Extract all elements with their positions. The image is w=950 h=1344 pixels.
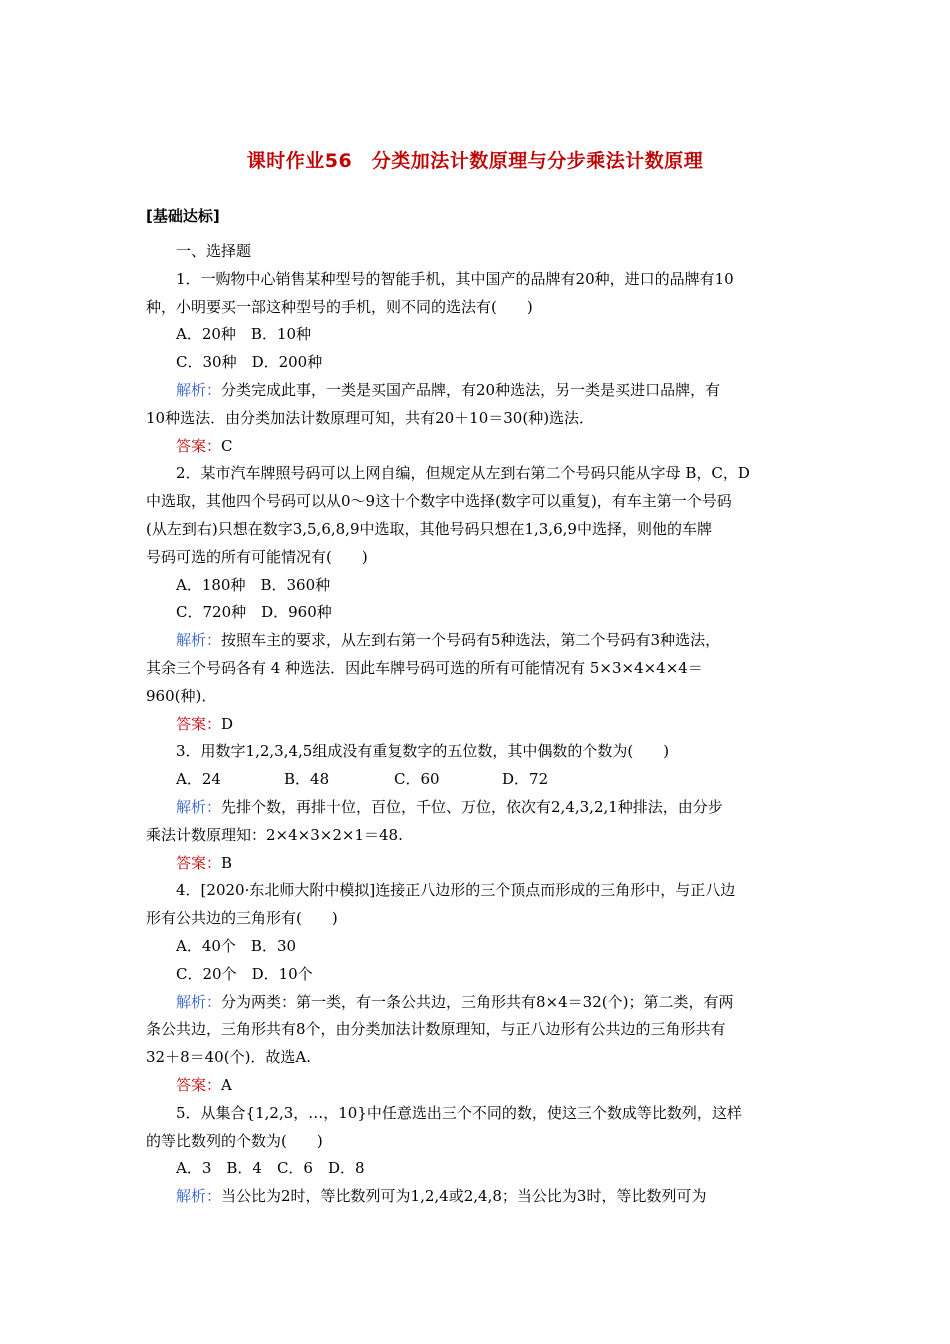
document-body bbox=[146, 238, 810, 1211]
question-3-options bbox=[146, 766, 810, 794]
question-4-options-ab: A．40个 B．30 bbox=[176, 936, 297, 955]
answer-label: 答案： bbox=[176, 853, 222, 872]
question-2-answer: 答案：D bbox=[176, 714, 234, 733]
question-4-analysis-line-2: 条公共边，三角形共有8个，由分类加法计数原理知，与正八边形有公共边的三角形共有 bbox=[146, 1020, 726, 1039]
question-5-options: A．3 B．4 C．6 D．8 bbox=[176, 1159, 365, 1178]
question-3-analysis-line-2: 乘法计数原理知：2×4×3×2×1＝48. bbox=[146, 825, 403, 844]
question-1-analysis-line-2: 10种选法．由分类加法计数原理可知，共有20＋10＝30(种)选法． bbox=[146, 408, 595, 427]
answer-label: 答案： bbox=[176, 436, 222, 455]
question-4-line-1: 4．[2020·东北师大附中模拟]连接正八边形的三个顶点而形成的三角形中，与正八边 bbox=[176, 881, 736, 900]
analysis-label: 解析： bbox=[176, 797, 222, 816]
question-5-line-2: 的等比数列的个数为( ) bbox=[146, 1131, 323, 1150]
question-2-line-2: 中选取，其他四个号码可以从0～9这十个数字中选择(数字可以重复)，有车主第一个号码 bbox=[146, 492, 732, 511]
section-heading: [基础达标] bbox=[146, 207, 220, 225]
question-2-line-1: 2．某市汽车牌照号码可以上网自编，但规定从左到右第二个号码只能从字母 B，C，D bbox=[176, 464, 750, 483]
question-3-line-1: 3．用数字1,2,3,4,5组成没有重复数字的五位数，其中偶数的个数为( ) bbox=[176, 742, 670, 761]
option-b: B．48 bbox=[284, 770, 330, 789]
question-4-analysis-line-1: 解析：分为两类：第一类，有一条公共边，三角形共有8×4＝32(个)；第二类，有两 bbox=[176, 992, 734, 1011]
question-3-analysis-line-1: 解析：先排个数，再排十位，百位，千位、万位，依次有2,4,3,2,1种排法，由分步 bbox=[176, 797, 723, 816]
question-2-line-4: 号码可选的所有可能情况有( ) bbox=[146, 547, 368, 566]
part-heading: 一、选择题 bbox=[176, 242, 252, 260]
question-2-analysis-line-1: 解析：按照车主的要求，从左到右第一个号码有5种选法，第二个号码有3种选法， bbox=[176, 631, 721, 650]
option-c: C．60 bbox=[394, 770, 440, 789]
question-2-line-3: (从左到右)只想在数字3,5,6,8,9中选取，其他号码只想在1,3,6,9中选择，则他的车牌 bbox=[146, 519, 712, 538]
question-5-line-1: 5．从集合{1,2,3，…，10}中任意选出三个不同的数，使这三个数成等比数列，这样 bbox=[176, 1103, 742, 1122]
question-2-analysis-line-3: 960(种)． bbox=[146, 686, 217, 705]
question-4-answer: 答案：A bbox=[176, 1075, 232, 1094]
question-4-options-cd: C．20个 D．10个 bbox=[176, 964, 313, 983]
answer-label: 答案： bbox=[176, 714, 222, 733]
question-1-line-2: 种，小明要买一部这种型号的手机，则不同的选法有( ) bbox=[146, 297, 533, 316]
question-2-options-cd: C．720种 D．960种 bbox=[176, 603, 332, 622]
answer-label: 答案： bbox=[176, 1075, 222, 1094]
question-3-answer: 答案：B bbox=[176, 853, 233, 872]
question-4-analysis-line-3: 32＋8＝40(个)．故选A. bbox=[146, 1048, 312, 1067]
question-2-options-ab: A．180种 B．360种 bbox=[176, 575, 331, 594]
analysis-label: 解析： bbox=[176, 992, 222, 1011]
option-d: D．72 bbox=[502, 770, 549, 789]
question-4-line-2: 形有公共边的三角形有( ) bbox=[146, 909, 338, 928]
question-1-answer: 答案：C bbox=[176, 436, 233, 455]
question-1-line-1: 1．一购物中心销售某种型号的智能手机，其中国产的品牌有20种，进口的品牌有10 bbox=[176, 269, 734, 288]
question-1-options-cd: C．30种 D．200种 bbox=[176, 353, 323, 372]
analysis-label: 解析： bbox=[176, 380, 222, 399]
question-1-options-ab: A．20种 B．10种 bbox=[176, 325, 312, 344]
question-1-analysis-line-1: 解析：分类完成此事，一类是买国产品牌，有20种选法，另一类是买进口品牌，有 bbox=[176, 380, 721, 399]
page-title: 课时作业56 分类加法计数原理与分步乘法计数原理 bbox=[246, 150, 704, 172]
analysis-label: 解析： bbox=[176, 1187, 222, 1206]
question-2-analysis-line-2: 其余三个号码各有 4 种选法．因此车牌号码可选的所有可能情况有 5×3×4×4×4＝ bbox=[146, 658, 703, 677]
question-5-analysis-line-1: 解析：当公比为2时，等比数列可为1,2,4或2,4,8；当公比为3时，等比数列可为 bbox=[176, 1187, 707, 1206]
option-a: A．24 bbox=[176, 770, 221, 789]
analysis-label: 解析： bbox=[176, 631, 222, 650]
